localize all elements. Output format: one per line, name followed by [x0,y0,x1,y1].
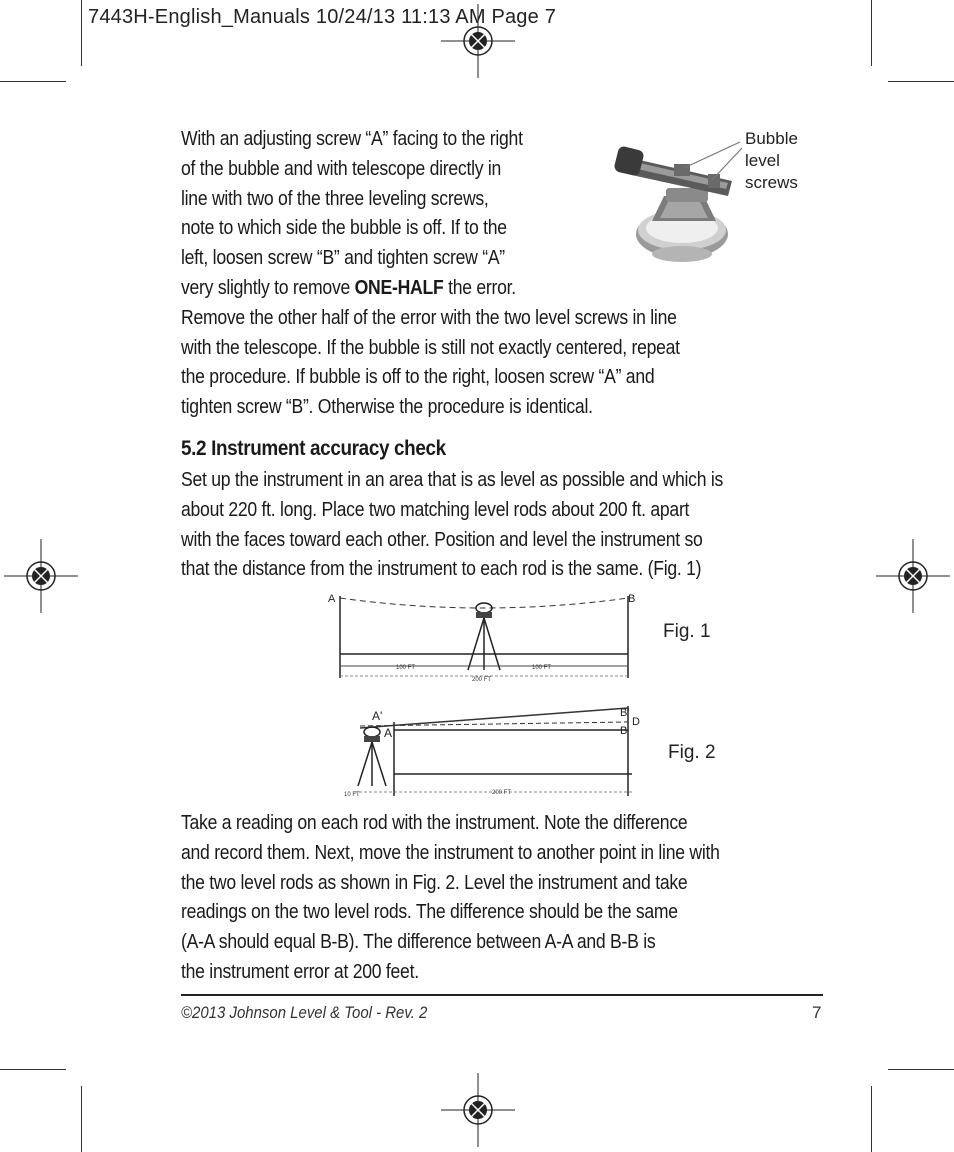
intro-text: very slightly to remove [181,276,355,299]
footer-rule [181,994,823,996]
intro-line: of the bubble and with telescope directly in [181,157,502,180]
crop-mark [888,81,954,82]
fig2-b: B [620,725,628,737]
fig1-rod-b: B [628,593,636,605]
label-line: Bubble [745,129,798,148]
section-line: about 220 ft. long. Place two matching level rods about 200 ft. apart [181,498,690,521]
intro-text: the error. [443,276,516,299]
intro-line: tighten screw “B”. Otherwise the procedure is identical. [181,396,593,419]
crop-mark [888,1069,954,1070]
registration-mark-icon [441,1073,515,1147]
fig1-rod-a: A [328,593,336,605]
fig2-a-prime: A' [372,709,383,723]
closing-paragraph [181,809,720,988]
closing-line: Take a reading on each rod with the instrument. Note the difference [181,812,688,834]
fig1-label: Fig. 1 [663,621,711,642]
closing-line: and record them. Next, move the instrument to another point in line with [181,841,720,864]
fig2-dim-small: 10 FT [344,792,360,798]
fig1-dim-left: 100 FT [396,665,416,671]
label-line: level [745,151,780,170]
fig1-diagram [326,588,636,688]
crop-mark [81,0,82,66]
registration-mark-icon [876,539,950,613]
fig2-a: A [384,726,393,740]
crop-mark [871,1086,872,1152]
section-line: with the faces toward each other. Position and level the instrument so [181,528,703,551]
intro-line: with the telescope. If the bubble is still not exactly centered, repeat [181,336,680,359]
closing-line: the two level rods as shown in Fig. 2. Level the instrument and take [181,871,688,894]
fig2-d: D [632,716,640,728]
registration-mark-icon [441,4,515,78]
intro-line: the procedure. If bubble is off to the right, loosen screw “A” and [181,366,655,389]
crop-mark [81,1086,82,1152]
intro-line: With an adjusting screw “A” facing to the right [181,128,523,150]
page-number: 7 [812,1003,822,1022]
intro-paragraph [181,125,680,423]
emphasis-one-half: ONE-HALF [354,276,444,299]
fig1-dim-total: 200 FT [472,677,492,683]
closing-line: the instrument error at 200 feet. [181,960,419,983]
section-line: that the distance from the instrument to each rod is the same. (Fig. 1) [181,558,702,581]
section-heading: 5.2 Instrument accuracy check [181,437,446,460]
crop-mark [0,1069,66,1070]
crop-mark [0,81,66,82]
fig2-diagram [340,702,640,802]
intro-line: note to which side the bubble is off. If to the [181,217,507,240]
fig1-dim-right: 100 FT [532,665,552,671]
closing-line: (A-A should equal B-B). The difference between A-A and B-B is [181,931,656,954]
instrument-photo [612,126,747,276]
fig2-dim-total: 200 FT [492,790,512,796]
intro-line: Remove the other half of the error with the two level screws in line [181,306,677,329]
fig2-label: Fig. 2 [668,742,716,763]
section-paragraph [181,466,723,585]
registration-mark-icon [4,539,78,613]
intro-line [181,274,680,304]
section-line: Set up the instrument in an area that is as level as possible and which is [181,469,724,491]
crop-mark [871,0,872,66]
label-line: screws [745,173,798,192]
fig2-b-prime: B' [620,707,630,719]
intro-line: left, loosen screw “B” and tighten screw “A” [181,247,505,270]
copyright: ©2013 Johnson Level & Tool - Rev. 2 [181,1003,428,1022]
tripod-icon [468,603,500,670]
intro-line: line with two of the three leveling screws, [181,187,489,210]
closing-line: readings on the two level rods. The difference should be the same [181,901,678,924]
tripod-icon [358,727,386,786]
print-slug: 7443H-English_Manuals 10/24/13 11:13 AM Page 7 [88,6,557,28]
bubble-level-screws-label [745,128,798,194]
